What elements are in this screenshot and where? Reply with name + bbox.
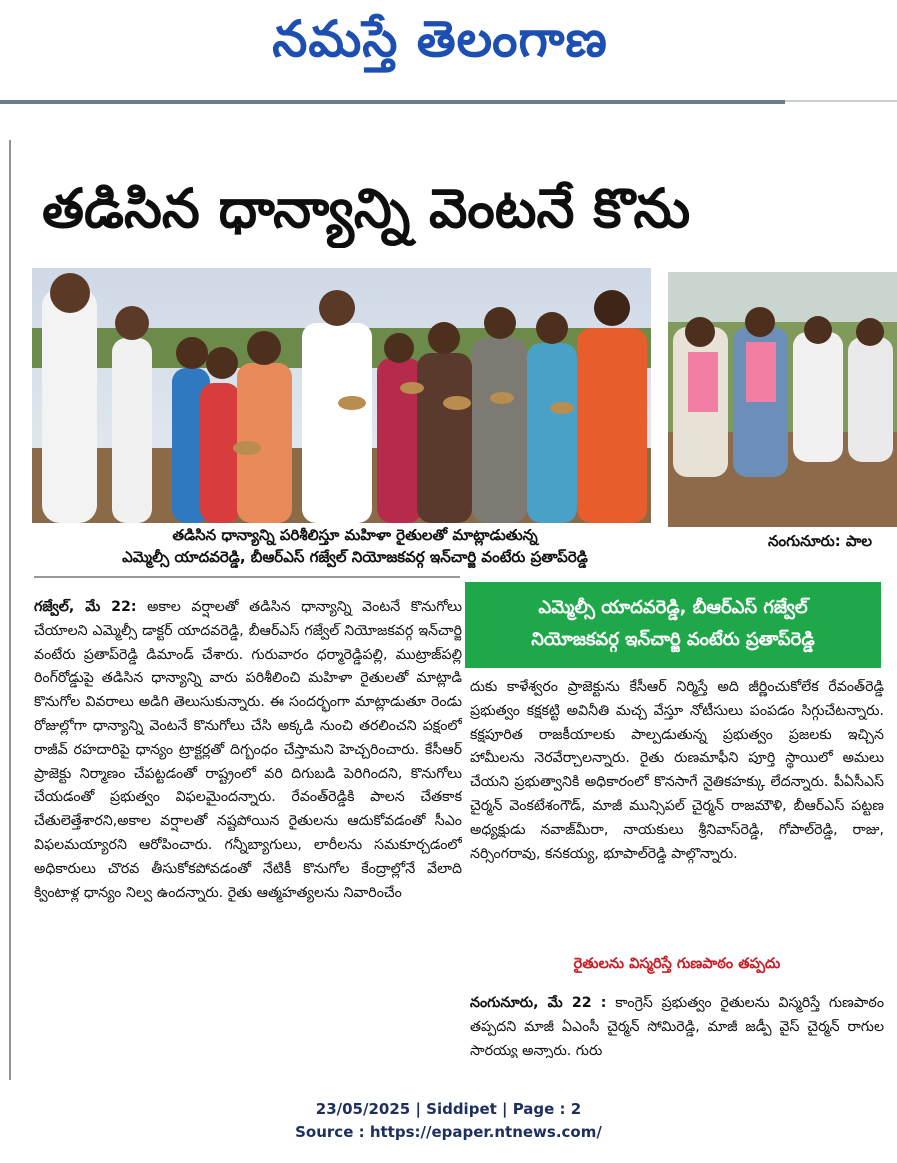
article-body: అకాల వర్షాలతో తడిసిన ధాన్యాన్ని వెంటనే కొనుగోలు చేయాలని ఎమ్మెల్సీ డాక్టర్ యాదవరెడ్డి, బీఆర్ఎస్ గజ్వేల్ నియోజకవర్గ ఇన్‌చార్జి వంటేరు ప్రతాప్‌రెడ్డి డిమాండ్ చేశారు. గురువారం ధర్మారెడ్డిపల్లి, ముట్రాజ్‌పల్లి రింగ్‌రోడ్డుపై తడిసిన ధాన్యాన్ని వారు పరిశీలించి మహిళా రైతులతో మాట్లాడి కొనుగోల వివరాలు అడిగి తెలుసుకున్నారు. ఈ సందర్భంగా మాట్లాడుతూ రెండు రోజుల్లోగా ధాన్యాన్ని వెంటనే కొనుగోలు చేసి అక్కడి నుంచి తరలించని పక్షంలో రాజీవ్ రహదారిపై ధాన్యం ట్రాక్టర్లతో దిగ్బంధం చేస్తామని హెచ్చరించారు. కేసీఆర్ ప్రాజెక్టు నిర్మాణం చేపట్టడంతో రాష్ట్రంలో వరి దిగుబడి పెరిగిందని, కొనుగోలు చేయడంతో ప్రభుత్వం విఫలమైందన్నారు. రేవంత్‌రెడ్డికి పాలన చేతకాక చేతులెత్తేశారని,అకాల వర్షాలతో నష్టపోయిన రైతులను ఆదుకోవడంతో సీఎం విఫలమయ్యారని ఆరోపించారు. గన్నీబ్యాగులు, లారీలను సమకూర్చడంలో అధికారులు చొరవ తీసుకోకపోవడంతో నేటికీ కొనుగోల కేంద్రాల్లోనే వేలాది క్వింటాళ్ల ధాన్యం నిల్వ ఉందన్నారు. రైతు ఆత్మహత్యలను నివారించేం [34, 599, 462, 901]
masthead-rule [0, 100, 785, 104]
newspaper-logo: నమస్తే తెలంగాణ [272, 10, 608, 68]
column-border [9, 140, 11, 1080]
photo-caption [60, 524, 650, 568]
sub-article [470, 978, 884, 1058]
sub-article-heading: రైతులను విస్మరిస్తే గుణపాఠం తప్పదు [573, 956, 781, 972]
photo-side-illustration [668, 272, 897, 527]
photo-main-illustration [32, 268, 651, 523]
caption-rule [34, 576, 460, 578]
caption-line-2: ఎమ్మెల్సీ యాదవరెడ్డి, బీఆర్ఎస్ గజ్వేల్ నియోజకవర్గ ఇన్‌చార్జి వంటేరు ప్రతాప్‌రెడ్డి [122, 548, 588, 566]
masthead [0, 0, 897, 100]
page-footer [0, 1098, 897, 1144]
subhead-box [465, 582, 881, 668]
photo-side-caption: నంగునూరు: పాల [768, 532, 873, 550]
caption-line-1: తడిసిన ధాన్యాన్ని పరిశీలిస్తూ మహిళా రైతులతో మాట్లాడుతున్న [172, 526, 538, 544]
page-headline: తడిసిన ధాన్యాన్ని వెంటనే కొను [42, 177, 691, 240]
subhead-line-2: నియోజకవర్గ ఇన్‌చార్జి వంటేరు ప్రతాప్‌రెడ్డి [531, 629, 815, 650]
article-column-2 [470, 676, 884, 948]
footer-source[interactable]: Source : https://epaper.ntnews.com/ [295, 1123, 602, 1141]
article-continued: దుకు కాళేశ్వరం ప్రాజెక్టును కేసీఆర్ నిర్మిస్తే అది జీర్ణించుకోలేక రేవంత్‌రెడ్డి ప్రభుత్వం కక్షకట్టి అవినీతి మచ్చ వేస్తూ నోటీసులు పంపడం సిగ్గుచేటన్నారు. కక్షపూరిత రాజకీయాలకు పాల్పడుతున్న ప్రభుత్వం ప్రజలకు ఇచ్చిన హామీలను నెరవేర్చాలన్నారు. రైతు రుణమాఫీని పూర్తి స్థాయిలో అమలు చేయని ప్రభుత్వానికి అధికారంలో కొనసాగే నైతికహక్కు లేదన్నారు. పీఏసీఎస్ చైర్మన్ వెంకటేశంగౌడ్, మాజీ మున్సిపల్ చైర్మన్ రాజమౌళి, బీఆర్ఎస్ పట్టణ అధ్యక్షుడు నవాజ్‌మీరా, నాయకులు శ్రీనివాస్‌రెడ్డి, గోపాల్‌రెడ్డి, రాజు, నర్సింగరావు, కనకయ్య, భూపాల్‌రెడ్డి పాల్గొన్నారు. [470, 679, 884, 862]
photo-leaders-seated [668, 272, 897, 527]
article-dateline: గజ్వేల్, మే 22: [34, 599, 137, 615]
sub-article-body: కాంగ్రెస్ ప్రభుత్వం రైతులను విస్మరిస్తే గుణపాఠం తప్పదని మాజీ ఏఎంసీ చైర్మన్ సోమిరెడ్డి, మాజీ జడ్పీ వైస్ చైర్మన్ రాగుల సారయ్య అన్నారు. గురు [470, 995, 884, 1058]
footer-date-edition: 23/05/2025 | Siddipet | Page : 2 [315, 1100, 582, 1118]
photo-farmers-with-paddy [32, 268, 651, 523]
sub-article-dateline: నంగునూరు, మే 22 : [470, 995, 607, 1012]
masthead-rule-right [785, 100, 897, 102]
article-column-1 [34, 596, 462, 1066]
subhead-line-1: ఎమ్మెల్సీ యాదవరెడ్డి, బీఆర్ఎస్ గజ్వేల్ [538, 597, 808, 618]
